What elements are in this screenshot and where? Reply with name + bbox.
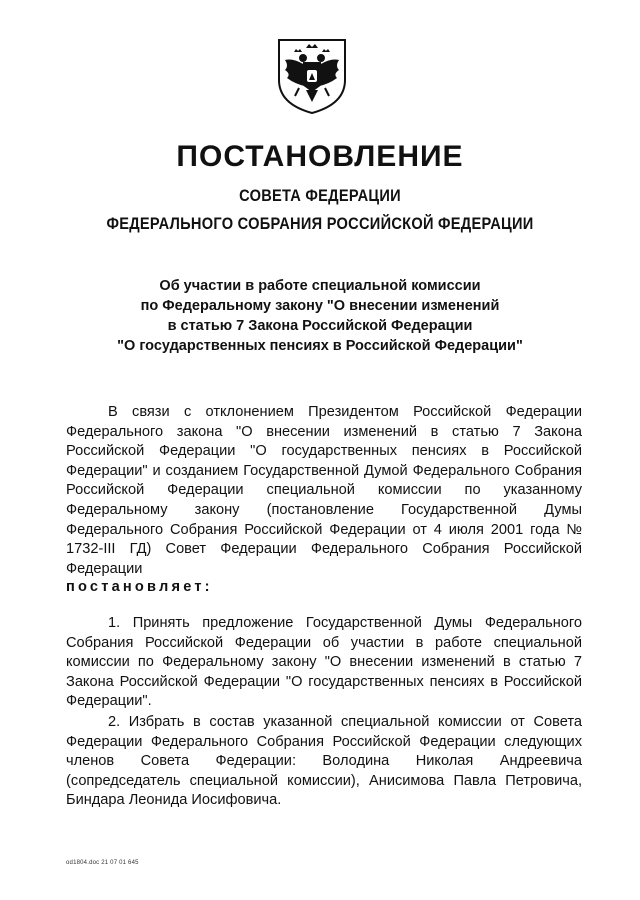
document-title: ПОСТАНОВЛЕНИЕ — [176, 140, 464, 173]
document-footer-code: od1804.doc 21 07 01 645 — [66, 860, 139, 866]
subject-line-4: "О государственных пенсиях в Российской Федерации" — [117, 338, 523, 354]
russian-coat-of-arms-icon — [275, 34, 349, 116]
resolves-word: постановляет: — [66, 579, 213, 595]
item-1-paragraph: 1. Принять предложение Государственной Думы Федерального Собрания Российской Федерации об участии в работе специальной комиссии по Федеральному закону "О внесении изменений в статью 7 Закона Российской Федерации "О государственных пенсиях в Российской Федерации". — [66, 615, 582, 710]
issuer-line-1: СОВЕТА ФЕДЕРАЦИИ — [239, 186, 401, 205]
resolution-subject — [80, 276, 560, 356]
subject-line-2: по Федеральному закону "О внесении изменений — [140, 298, 500, 314]
issuer-line-2: ФЕДЕРАЛЬНОГО СОБРАНИЯ РОССИЙСКОЙ ФЕДЕРАЦИИ — [106, 214, 534, 233]
subject-line-1: Об участии в работе специальной комиссии — [159, 278, 481, 294]
item-2-paragraph: 2. Избрать в состав указанной специальной комиссии от Совета Федерации Федерального Собрания Российской Федерации следующих членов Совета Федерации: Володина Николая Андреевича (сопредседатель специальной комиссии), Анисимова Павла Петровича, Биндара Леонида Иосифовича. — [66, 714, 582, 809]
preamble-paragraph: В связи с отклонением Президентом Российской Федерации Федерального закона "О внесении изменений в статью 7 Закона Российской Федерации "О государственных пенсиях в Российской Федерации" и созданием Государственной Думой Федерального Собрания Российской Федерации специальной комиссии по указанному Федеральному закону (постановление Государственной Думы Федерального Собрания Российской Федерации от 4 июля 2001 года № 1732-III ГД) Совет Федерации Федерального Собрания Российской Федерации — [66, 404, 582, 577]
subject-line-3: в статью 7 Закона Российской Федерации — [167, 318, 473, 334]
